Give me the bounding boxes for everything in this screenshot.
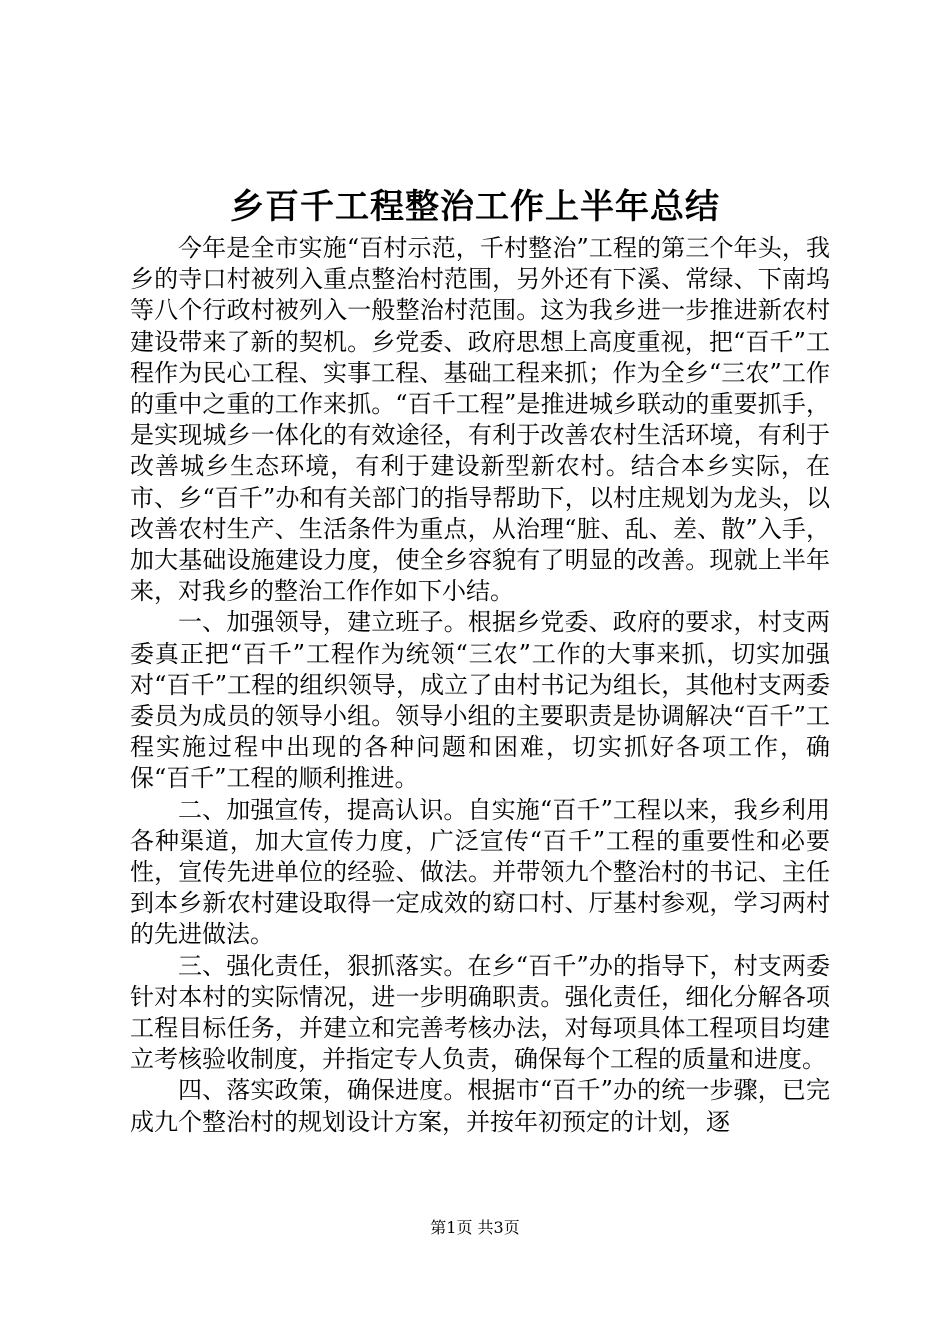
paragraph-intro: 今年是全市实施“百村示范，千村整治”工程的第三个年头，我乡的寺口村被列入重点整治村范围，另外还有下溪、常绿、下南坞等八个行政村被列入一般整治村范围。这为我乡进一步推进新农村建设带来了新的契机。乡党委、政府思想上高度重视，把“百千”工程作为民心工程、实事工程、基础工程来抓；作为全乡“三农”工作的重中之重的工作来抓。“百千工程”是推进城乡联动的重要抓手，是实现城乡一体化的有效途径，有利于改善农村生活环境，有利于改善城乡生态环境，有利于建设新型新农村。结合本乡实际，在市、乡“百千”办和有关部门的指导帮助下，以村庄规划为龙头，以改善农村生产、生活条件为重点，从治理“脏、乱、差、散”入手，加大基础设施建设力度，使全乡容貌有了明显的改善。现就上半年来，对我乡的整治工作作如下小结。: [130, 234, 830, 606]
paragraph-section-3: 三、强化责任，狠抓落实。在乡“百千”办的指导下，村支两委针对本村的实际情况，进一步明确职责。强化责任，细化分解各项工程目标任务，并建立和完善考核办法，对每项具体工程项目均建立考核验收制度，并指定专人负责，确保每个工程的质量和进度。: [130, 951, 830, 1074]
document-title: 乡百千工程整治工作上半年总结: [230, 187, 720, 227]
paragraph-section-4: 四、落实政策，确保进度。根据市“百千”办的统一步骤，已完成九个整治村的规划设计方案，并按年初预定的计划，逐: [130, 1076, 830, 1136]
document-body: [130, 233, 830, 1138]
paragraph-section-1: 一、加强领导，建立班子。根据乡党委、政府的要求，村支两委真正把“百千”工程作为统领“三农”工作的大事来抓，切实加强对“百千”工程的组织领导，成立了由村书记为组长，其他村支两委委员为成员的领导小组。领导小组的主要职责是协调解决“百千”工程实施过程中出现的各种问题和困难，切实抓好各项工作，确保“百千”工程的顺利推进。: [130, 608, 830, 793]
page-number-footer: 第1页 共3页: [430, 1218, 520, 1237]
paragraph-section-2: 二、加强宣传，提高认识。自实施“百千”工程以来，我乡利用各种渠道，加大宣传力度，广泛宣传“百千”工程的重要性和必要性，宣传先进单位的经验、做法。并带领九个整治村的书记、主任到本乡新农村建设取得一定成效的窈口村、厅基村参观，学习两村的先进做法。: [130, 795, 830, 949]
